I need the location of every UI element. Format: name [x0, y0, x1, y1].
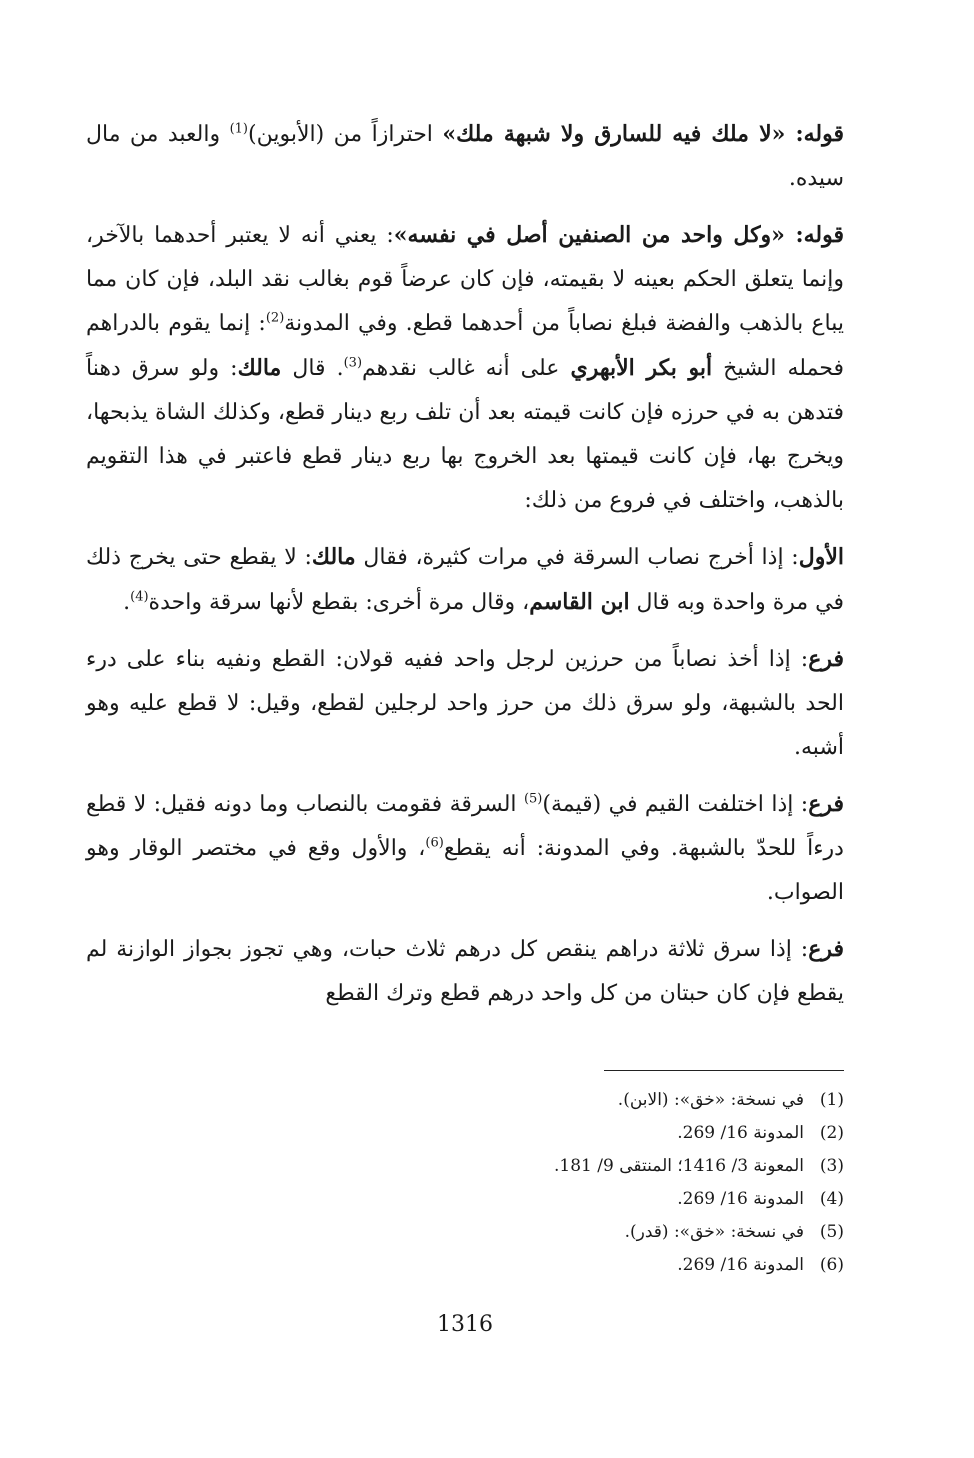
footnote-item	[86, 1249, 844, 1282]
bold-text: الأول	[798, 544, 844, 570]
text-run: : يعني أنه لا يعتبر أحدهما بالآخر، وإنما يتعلق الحكم بعينه لا بقيمته، فإن كان عرضاً قوم بغالب نقد البلد، فإن كان مما يباع بالذهب والفضة فبلغ نصاباً من أحدهما قطع. وفي المدونة	[86, 223, 845, 336]
text-run: .	[123, 590, 131, 615]
page-number: 1316	[437, 1312, 493, 1337]
text-run: احترازاً من (الأبوين)	[248, 122, 443, 147]
paragraph	[86, 535, 844, 625]
footnote-text: المعونة 3/ 1416؛ المنتقى 9/ 181.	[553, 1156, 804, 1176]
footnote-number: (3)	[819, 1156, 844, 1176]
footnote-item	[86, 1150, 844, 1183]
text-run: : ولو سرق دهناً فتدهن به في حرزه فإن كانت قيمته بعد أن تلف ربع دينار قطع، وكذلك الشاة يذبحها، ويخرج بها، فإن كانت قيمتها بعد الخروج بها ربع دينار قطع فاعتبر في هذا التقويم بالذهب، واختلف في فروع من ذلك:	[86, 356, 844, 513]
bold-text: مالك	[311, 544, 356, 570]
text-run: ، وقال مرة أخرى: بقطع لأنها سرقة واحدة	[148, 590, 530, 615]
footnote-item	[86, 1216, 844, 1249]
footnote-ref: (5)	[523, 791, 543, 807]
footnote-number: (1)	[819, 1090, 844, 1110]
text-run: السرقة فقومت بالنصاب وما دونه فقيل: لا قطع درءاً للحدّ بالشبهة. وفي المدونة: أنه يقطع	[86, 792, 844, 861]
text-run: : إذا أخرج نصاب السرقة في مرات كثيرة، فقال	[355, 545, 799, 570]
bold-text: فرع	[808, 791, 844, 817]
page-content	[86, 112, 845, 1337]
footnote-item	[86, 1084, 844, 1117]
main-text	[86, 112, 844, 1016]
footnote-item	[86, 1183, 844, 1216]
footnote-ref: (4)	[130, 589, 149, 605]
footnote-ref: (1)	[229, 121, 248, 137]
bold-text: «وكل واحد من الصنفين أصل في نفسه»	[393, 222, 785, 248]
footnote-item	[86, 1117, 844, 1150]
bold-text: فرع	[808, 646, 844, 672]
footnotes	[86, 1084, 844, 1282]
footnote-text: في نسخة: «خق»: (قدر).	[624, 1222, 804, 1242]
paragraph	[86, 112, 844, 201]
text-run: : إنما يقوم بالدراهم فحمله الشيخ	[86, 311, 845, 381]
bold-text: فرع	[808, 936, 844, 962]
footnote-ref: (2)	[265, 310, 285, 326]
text-run: : إذا اختلفت القيم في (قيمة)	[542, 792, 809, 817]
footnote-number: (6)	[819, 1255, 844, 1275]
footnote-number: (4)	[819, 1189, 844, 1209]
paragraph	[86, 927, 844, 1016]
text-run: والعبد من مال سيده.	[86, 122, 844, 191]
footnote-text: المدونة 16/ 269.	[677, 1255, 804, 1275]
footnote-ref: (6)	[425, 835, 444, 851]
bold-text: قوله:	[785, 121, 844, 147]
footnote-text: في نسخة: «خق»: (الابن).	[617, 1090, 804, 1110]
bold-text: مالك	[237, 355, 282, 381]
text-run: على أنه غالب نقدهم	[362, 356, 571, 381]
paragraph	[86, 213, 844, 523]
text-run: ، والأول وقع في مختصر الوقار وهو الصواب.	[86, 836, 844, 905]
paragraph	[86, 782, 844, 915]
text-run: : إذا أخذ نصاباً من حرزين لرجل واحد ففيه قولان: القطع ونفيه بناء على درء الحد بالشبهة، ولو سرق ذلك من حرز واحد لرجلين لقطع، وقيل: لا قطع عليه وهو أشبه.	[86, 647, 844, 760]
footnote-text: المدونة 16/ 269.	[677, 1189, 804, 1209]
text-run: : إذا سرق ثلاثة دراهم ينقص كل درهم ثلاث حبات، وهي تجوز بجواز الوازنة لم يقطع فإن كان حبتان من كل واحد درهم قطع وترك القطع	[86, 937, 844, 1006]
footnote-ref: (3)	[343, 355, 363, 371]
bold-text: «لا ملك فيه للسارق ولا شبهة ملك»	[442, 121, 786, 147]
text-run: : لا يقطع حتى يخرج ذلك في مرة واحدة وبه قال	[86, 545, 844, 615]
bold-text: أبو بكر الأبهري	[570, 355, 713, 381]
bold-text: قوله:	[784, 222, 844, 248]
footnote-number: (2)	[819, 1123, 844, 1143]
footnote-text: المدونة 16/ 269.	[677, 1123, 804, 1143]
paragraph	[86, 637, 844, 770]
bold-text: ابن القاسم	[529, 589, 630, 615]
footnote-number: (5)	[819, 1222, 844, 1242]
text-run: . قال	[281, 356, 344, 381]
footnote-separator	[604, 1070, 844, 1071]
